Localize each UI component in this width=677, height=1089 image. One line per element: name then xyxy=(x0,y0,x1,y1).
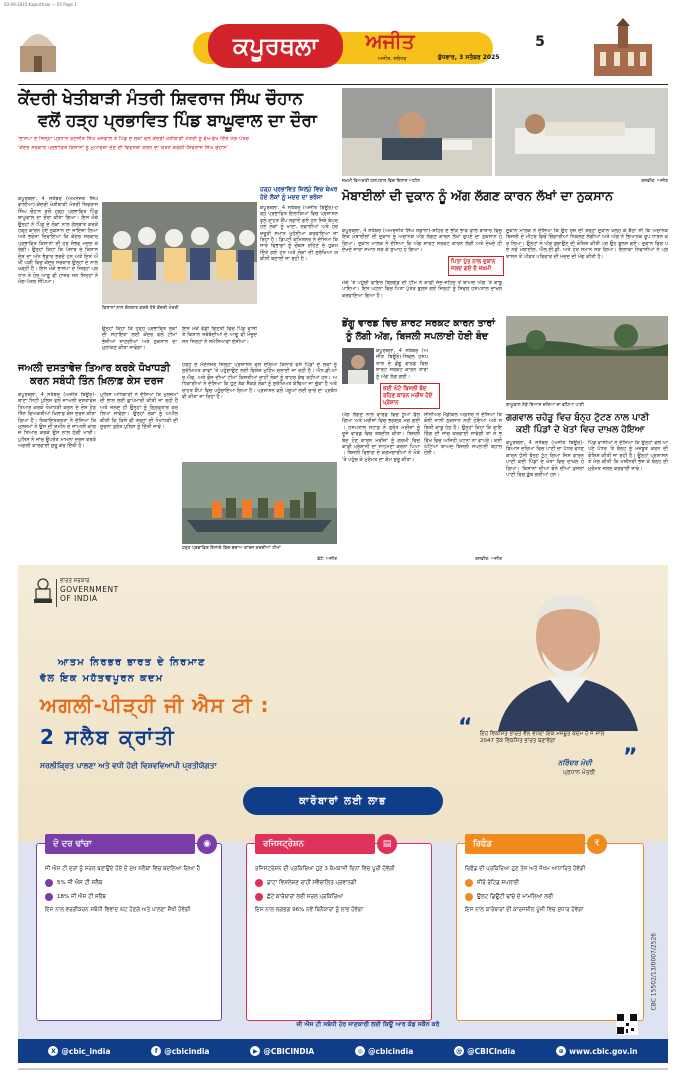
bottom-rule xyxy=(18,1068,668,1070)
lead-sidebar xyxy=(260,186,338,355)
flood-photo-caption: ਬਾਘੂਵਾਲ ਨੇੜੇ ਬਿਆਸ ਦਰਿਆ ਦਾ ਵਧਿਆ ਪਾਣੀ xyxy=(506,403,584,408)
fire-text-col-1: ਕਪੂਰਥਲਾ, 4 ਸਤੰਬਰ (ਅਮਰਜੀਤ ਸਿੰਘ ਸਡਾਨਾ)-ਸ਼ਹਿਰ ਦੇ ਭੀੜ ਭਾੜ ਵਾਲੇ ਬਾਜ਼ਾਰ ਵਿਚ ਇਕ ਮੋਬਾਈਲਾਂ ਦੀ ਦੁਕਾਨ ਨੂੰ ਅਚਾਨਕ ਅੱਗ ਲੱਗਣ ਕਾਰਨ ਲੱਖਾਂ ਰੁਪਏ ਦਾ ਨੁਕਸਾਨ ਹੋ ਗਿਆ। ਦੁਕਾਨ ਮਾਲਕ ਨੇ ਦੱਸਿਆ ਕਿ ਅੱਗ ਸ਼ਾਰਟ ਸਰਕਟ ਕਾਰਨ ਲੱਗੀ ਅਤੇ ਦੇਖਦੇ ਹੀ ਦੇਖਦੇ ਸਾਰਾ ਸਮਾਨ ਸੜ ਕੇ ਸੁਆਹ ਹੋ ਗਿਆ। xyxy=(342,228,502,254)
masthead-rule xyxy=(18,84,668,85)
fire-text-col-1b: ਮੌਕੇ 'ਤੇ ਪਹੁੰਚੀ ਫਾਇਰ ਬ੍ਰਿਗੇਡ ਦੀ ਟੀਮ ਨੇ ਕਾਫ਼ੀ ਜੱਦੋ-ਜਹਿਦ ਤੋਂ ਬਾਅਦ ਅੱਗ 'ਤੇ ਕਾਬੂ ਪਾਇਆ। ਇਸ ਘਟਨਾ ਵਿਚ ਪਿਤਾ ਪੁੱਤਰ ਝੁਲਸ ਗਏ ਜਿਨ੍ਹਾਂ ਨੂੰ ਸਿਵਲ ਹਸਪਤਾਲ ਦਾਖ਼ਲ ਕਰਵਾਇਆ ਗਿਆ ਹੈ। xyxy=(342,280,502,299)
card-3-text: ਰਿਫੰਡ ਦੀ ਪ੍ਰਕਿਰਿਆ ਹੁਣ ਤੇਜ਼ ਅਤੇ ਜੋਖਮ ਆਧਾਰਿਤ ਹੋਵੇਗੀ xyxy=(465,866,586,872)
card-1-rate-icon: ◉ xyxy=(197,834,217,854)
benefits-title: ਕਾਰੋਬਾਰਾਂ ਲਈ ਲਾਭ xyxy=(299,795,387,807)
gov-line-3: OF INDIA xyxy=(60,594,98,603)
power-story xyxy=(342,318,502,343)
instagram-icon: ◎ xyxy=(355,1046,365,1056)
cbc-code: CBC 15502/13/0007/2526 xyxy=(650,932,658,1011)
card-3-text-2: ਇਸ ਨਾਲ ਕਾਰੋਬਾਰਾਂ ਦੀ ਕਾਰਜਸ਼ੀਲ ਪੂੰਜੀ ਵਿਚ ਸੁਧਾਰ ਹੋਵੇਗਾ xyxy=(465,907,584,913)
fire-pullquote: ਪਿਤਾ ਪੁੱਤ ਨਾਲ ਦੁਕਾਨ ਜਲਦ ਗਏ ਦੋ ਜ਼ਖ਼ਮੀ xyxy=(451,259,496,272)
second-headline-1: ਜਅਲੀ ਦਸਤਾਵੇਜ਼ ਤਿਆਰ ਕਰਕੇ ਧੋਖਾਧੜੀ xyxy=(18,363,171,374)
lead-kicker-2: 'ਕੇਂਦਰ ਸਰਕਾਰ ਪ੍ਰਭਾਵਿਤ ਕਿਸਾਨਾਂ ਨੂੰ ਮੁਆਵਜ਼ਾ ਦੇਣ ਦੀ ਵਿਵਸਥਾ ਕਰਨ ਦਾ ਯਤਨ ਕਰੇਗੀ-ਸ਼ਿਵਰਾਜ ਸਿੰਘ ਚੌਹਾਨ' xyxy=(18,145,229,151)
power-text-col-2: ਸੀਨੀਅਰ ਮੈਡੀਕਲ ਅਫ਼ਸਰ ਨੇ ਦੱਸਿਆ ਕਿ ਕੋਈ ਜਾਨੀ ਨੁਕਸਾਨ ਨਹੀਂ ਹੋਇਆ ਅਤੇ ਸਥਿਤੀ ਕਾਬੂ ਹੇਠ ਹੈ। ਉਨ੍ਹਾਂ ਕਿਹਾ ਕਿ ਵਾਇਰਿੰਗ ਦੀ ਜਾਂਚ ਕਰਵਾਈ ਜਾਵੇਗੀ ਤਾਂ ਜੋ ਭਵਿੱਖ ਵਿਚ ਅਜਿਹੀ ਘਟਨਾ ਨਾ ਵਾਪਰੇ। ਕਈ ਘੰਟਿਆਂ ਬਾਅਦ ਬਿਜਲੀ ਸਪਲਾਈ ਬਹਾਲ ਹੋਈ। xyxy=(424,412,502,457)
rescue-photo-caption: ਹੜ੍ਹ ਪ੍ਰਭਾਵਿਤ ਇਲਾਕੇ ਵਿਚ ਬਚਾਅ ਕਾਰਜ ਕਰਦੀਆਂ ਟੀਮਾਂ xyxy=(182,546,281,551)
gov-line-1: ਭਾਰਤ ਸਰਕਾਰ xyxy=(60,578,90,584)
card-1-bullet-2: 18% ਜੀ ਐਸ ਟੀ ਸਲੈਬ xyxy=(45,893,215,901)
emblem-divider xyxy=(56,579,57,607)
lead-kicker-1: 'ਭਾਜਪਾ ਦੇ ਜ਼ਿਲ੍ਹਾ ਪ੍ਰਧਾਨ ਰਣਜੀਤ ਸਿੰਘ ਖੋਜੇਵਾਲ ਤੇ ਪਿੰਡ ਦੇ ਲੋਕਾਂ ਵਲੋਂ ਕੇਂਦਰੀ ਖੇਤੀਬਾੜੀ ਮੰਤਰੀ ਨੂੰ ਵੱਖ-ਵੱਖ ਦਿੱਤੇ ਮੰਗ-ਪੱਤਰ xyxy=(18,136,249,142)
hospital-photo-1 xyxy=(342,88,492,176)
second-story xyxy=(18,362,178,388)
card-2-bullet-2: ਛੋਟੇ ਕਾਰੋਬਾਰਾਂ ਲਈ ਸਰਲ ਪ੍ਰਕਿਰਿਆ xyxy=(255,893,425,901)
masthead xyxy=(18,14,668,82)
date-line: ਬੁੱਧਵਾਰ, 3 ਸਤੰਬਰ 2025 xyxy=(438,54,500,61)
city-name: ਕਪੂਰਥਲਾ xyxy=(232,32,319,60)
card-1-text: ਜੀ ਐਸ ਟੀ ਦਰਾਂ ਨੂੰ ਸਰਲ ਬਣਾਉਂਦੇ ਹੋਏ ਦੋ ਮੁੱਖ ਸਲੈਬਾਂ ਵਿਚ ਬਦਲਿਆ ਗਿਆ ਹੈ xyxy=(45,866,201,872)
power-pullquote-box xyxy=(380,383,440,409)
print-slug: 03-09-2025 Kapurthala — 05 Page 1 xyxy=(4,2,77,7)
ad-subtitle: ਸਰਲੀਕ੍ਰਿਤ ਪਾਲਣਾ ਅਤੇ ਵਧੀ ਹੋਈ ਵਿਸ਼ਵਵਿਆਪੀ ਪ੍ਰਤੀਯੋਗਤਾ xyxy=(40,761,217,770)
rescue-photo-credit: ਫੋਟੋ: ਅਜੀਤ xyxy=(317,557,337,562)
ad-title-2: 2 ਸਲੈਬ ਕ੍ਰਾਂਤੀ xyxy=(40,725,176,749)
qr-code-icon xyxy=(616,1013,638,1035)
threads-icon: @ xyxy=(456,1047,463,1055)
social-facebook[interactable]: f @cbicindia xyxy=(151,1046,209,1056)
lead-photo-caption: ਕਿਸਾਨਾਂ ਨਾਲ ਗੱਲਬਾਤ ਕਰਦੇ ਹੋਏ ਕੇਂਦਰੀ ਮੰਤਰੀ xyxy=(102,306,179,311)
second-text-col-2: ਪੁਲਿਸ ਅਧਿਕਾਰੀ ਨੇ ਦੱਸਿਆ ਕਿ ਮੁਲਜ਼ਮਾਂ ਦੀ ਭਾਲ ਲਈ ਛਾਪੇਮਾਰੀ ਕੀਤੀ ਜਾ ਰਹੀ ਹੈ ਅਤੇ ਜਲਦ ਹੀ ਉਨ੍ਹਾਂ ਨੂੰ ਗ੍ਰਿਫ਼ਤਾਰ ਕਰ ਲਿਆ ਜਾਵੇਗਾ। ਉਨ੍ਹਾਂ ਲੋਕਾਂ ਨੂੰ ਅਪੀਲ ਕੀਤੀ ਕਿ ਕਿਸੇ ਵੀ ਤਰ੍ਹਾਂ ਦੀ ਧੋਖਾਧੜੀ ਦੀ ਸੂਚਨਾ ਤੁਰੰਤ ਪੁਲਿਸ ਨੂੰ ਦਿੱਤੀ ਜਾਵੇ। xyxy=(100,392,178,431)
card-1-text-2: ਇਸ ਨਾਲ ਵਰਗੀਕਰਨ ਸਬੰਧੀ ਵਿਵਾਦ ਘੱਟ ਹੋਣਗੇ ਅਤੇ ਪਾਲਣਾ ਸੌਖੀ ਹੋਵੇਗੀ xyxy=(45,907,191,913)
power-pullquote: ਕਈ ਘੰਟੇ ਬਿਜਲੀ ਬੰਦ ਰਹਿਣ ਕਾਰਨ ਮਰੀਜ਼ ਹੋਏ ਪ੍ਰੇਸ਼ਾਨ xyxy=(383,386,433,406)
card-2-text: ਰਜਿਸਟ੍ਰੇਸ਼ਨ ਦੀ ਪ੍ਰਕਿਰਿਆ ਹੁਣ 3 ਕੰਮਕਾਜੀ ਦਿਨਾਂ ਵਿਚ ਪੂਰੀ ਹੋਵੇਗੀ xyxy=(255,866,395,872)
lead-text-col-1: ਕਪੂਰਥਲਾ, 4 ਸਤੰਬਰ (ਅਮਨਜੋਤ ਸਿੰਘ ਵਾਲੀਆ)-ਕੇਂਦਰੀ ਖੇਤੀਬਾੜੀ ਮੰਤਰੀ ਸ਼ਿਵਰਾਜ ਸਿੰਘ ਚੌਹਾਨ ਵਲੋਂ ਹੜ੍ਹ ਪ੍ਰਭਾਵਿਤ ਪਿੰਡ ਬਾਘੂਵਾਲ ਦਾ ਦੌਰਾ ਕੀਤਾ ਗਿਆ। ਇਸ ਮੌਕੇ ਉਨ੍ਹਾਂ ਨੇ ਪਿੰਡ ਦੇ ਲੋਕਾਂ ਨਾਲ ਗੱਲਬਾਤ ਕਰਕੇ ਹੜ੍ਹ ਕਾਰਨ ਹੋਏ ਨੁਕਸਾਨ ਦਾ ਜਾਇਜ਼ਾ ਲਿਆ ਅਤੇ ਭਰੋਸਾ ਦਿਵਾਇਆ ਕਿ ਕੇਂਦਰ ਸਰਕਾਰ ਪ੍ਰਭਾਵਿਤ ਕਿਸਾਨਾਂ ਦੀ ਹਰ ਸੰਭਵ ਮਦਦ ਕਰੇਗੀ। ਉਨ੍ਹਾਂ ਕਿਹਾ ਕਿ ਪੰਜਾਬ ਦੇ ਕਿਸਾਨ ਦੇਸ਼ ਦਾ ਅੰਨ ਭੰਡਾਰ ਭਰਦੇ ਹਨ ਅਤੇ ਇਸ ਔਖੀ ਘੜੀ ਵਿਚ ਕੇਂਦਰ ਸਰਕਾਰ ਉਨ੍ਹਾਂ ਦੇ ਨਾਲ ਖੜ੍ਹੀ ਹੈ। ਇਸ ਮੌਕੇ ਭਾਜਪਾ ਦੇ ਜ਼ਿਲ੍ਹਾ ਪ੍ਰਧਾਨ ਤੇ ਹੋਰ ਆਗੂ ਵੀ ਹਾਜ਼ਰ ਸਨ ਜਿਨ੍ਹਾਂ ਨੇ ਮੰਗ-ਪੱਤਰ ਸੌਂਪਿਆ। xyxy=(18,196,98,286)
top-photo-caption: ਜ਼ਖ਼ਮੀ ਵਿਅਕਤੀ ਹਸਪਤਾਲ ਵਿਚ ਇਲਾਜ ਅਧੀਨ xyxy=(342,179,420,184)
top-photo-credit: ਤਸਵੀਰ: ਅਜੀਤ xyxy=(641,179,668,184)
paper-name: ਅਜੀਤ xyxy=(365,29,415,53)
card-2-text-2: ਇਸ ਨਾਲ ਲਗਭਗ 96% ਨਵੇਂ ਬਿਨੈਕਾਰਾਂ ਨੂੰ ਲਾਭ ਹੋਵੇਗਾ xyxy=(255,907,364,913)
ad-title-1: ਅਗਲੀ-ਪੀੜ੍ਹੀ ਜੀ ਐਸ ਟੀ : xyxy=(40,693,270,717)
ad-tagline-2: ਵੱਲ ਇਕ ਮਹੱਤਵਪੂਰਨ ਕਦਮ xyxy=(40,673,164,684)
lead-text-col-2b: ਇਸ ਮੌਕੇ ਵੱਡੀ ਗਿਣਤੀ ਵਿਚ ਪਿੰਡ ਵਾਸੀ ਤੇ ਕਿਸਾਨ ਜਥੇਬੰਦੀਆਂ ਦੇ ਆਗੂ ਵੀ ਮੌਜੂਦ ਸਨ ਜਿਨ੍ਹਾਂ ਨੇ ਸਮੱਸਿਆਵਾਂ ਦੱਸੀਆਂ। xyxy=(182,326,257,345)
flood-headline-1: ਗਗਵਾਲ ਚਹੇੜੂ ਵਿਚ ਬੰਨ੍ਹ ਟੁੱਟਣ ਨਾਲ ਪਾਣੀ xyxy=(506,413,650,423)
ad-designation: ਪ੍ਰਧਾਨ ਮੰਤਰੀ xyxy=(563,769,596,776)
x-icon: X xyxy=(48,1046,58,1056)
flood-text-col-2: ਪਿੰਡ ਵਾਸੀਆਂ ਨੇ ਦੱਸਿਆ ਕਿ ਉਨ੍ਹਾਂ ਵਲੋਂ ਆਪਣੇ ਪੱਧਰ 'ਤੇ ਬੰਨ੍ਹ ਨੂੰ ਮਜ਼ਬੂਤ ਕਰਨ ਦੀ ਕੋਸ਼ਿਸ਼ ਕੀਤੀ ਜਾ ਰਹੀ ਹੈ। ਉਨ੍ਹਾਂ ਪ੍ਰਸ਼ਾਸਨ ਤੋਂ ਮੰਗ ਕੀਤੀ ਕਿ ਮਸ਼ੀਨਰੀ ਭੇਜ ਕੇ ਬੰਨ੍ਹ ਦੀ ਮੁਰੰਮਤ ਜਲਦ ਕਰਵਾਈ ਜਾਵੇ। xyxy=(588,440,668,472)
benefits-title-pill xyxy=(243,787,443,815)
lead-story xyxy=(18,88,338,152)
gov-wordmark xyxy=(60,578,150,603)
lead-text-col-2a: ਉਨ੍ਹਾਂ ਕਿਹਾ ਕਿ ਹੜ੍ਹ ਪ੍ਰਭਾਵਿਤ ਲੋਕਾਂ ਦੀ ਸਹਾਇਤਾ ਲਈ ਕੇਂਦਰ ਵਲੋਂ ਟੀਮਾਂ ਭੇਜੀਆਂ ਜਾਣਗੀਆਂ ਅਤੇ ਨੁਕਸਾਨ ਦਾ ਮੁਲਾਂਕਣ ਕੀਤਾ ਜਾਵੇਗਾ। xyxy=(102,326,177,352)
social-threads[interactable]: @ @CBICIndia xyxy=(456,1046,516,1056)
card-2-tab: ਰਜਿਸਟ੍ਰੇਸ਼ਨ xyxy=(255,834,375,854)
flood-story xyxy=(506,412,668,436)
flood-photo xyxy=(506,316,668,400)
card-1-body xyxy=(45,866,215,914)
fire-text-col-2: ਦੁਕਾਨ ਮਾਲਕ ਨੇ ਦੱਸਿਆ ਕਿ ਉਹ ਰੋਜ਼ ਦੀ ਤਰ੍ਹਾਂ ਦੁਕਾਨ ਖੋਲ੍ਹ ਕੇ ਬੈਠਾ ਸੀ ਕਿ ਅਚਾਨਕ ਬਿਜਲੀ ਦੇ ਮੀਟਰ ਵਿਚੋਂ ਚਿੰਗਾਰੀਆਂ ਨਿਕਲਣ ਲੱਗੀਆਂ ਅਤੇ ਅੱਗ ਨੇ ਭਿਆਨਕ ਰੂਪ ਧਾਰਨ ਕਰ ਲਿਆ। ਉਨ੍ਹਾਂ ਨੇ ਅੱਗ ਬੁਝਾਉਣ ਦੀ ਕੋਸ਼ਿਸ਼ ਕੀਤੀ ਪਰ ਉਹ ਝੁਲਸ ਗਏ। ਦੁਕਾਨ ਵਿਚ ਪਏ ਨਵੇਂ ਮੋਬਾਈਲ, ਐਲ.ਈ.ਡੀ. ਅਤੇ ਹੋਰ ਸਮਾਨ ਸੜ ਗਿਆ। ਇਲਾਕਾ ਨਿਵਾਸੀਆਂ ਨੇ ਪ੍ਰਸ਼ਾਸਨ ਤੋਂ ਪੀੜਤ ਪਰਿਵਾਰ ਦੀ ਮਦਦ ਦੀ ਮੰਗ ਕੀਤੀ ਹੈ। xyxy=(506,228,668,260)
power-text-a: ਕਪੂਰਥਲਾ, 4 ਸਤੰਬਰ (ਅਜੀਤ ਬਿਊਰੋ)-ਸਿਵਲ ਹਸਪਤਾਲ ਦੇ ਡੇਂਗੂ ਵਾਰਡ ਵਿਚ ਸ਼ਾਰਟ ਸਰਕਟ ਕਾਰਨ ਤਾਰਾਂ ਨੂੰ ਅੱਗ ਲੱਗ ਗਈ। xyxy=(376,348,428,380)
sidebar-text: ਕਪੂਰਥਲਾ, 4 ਸਤੰਬਰ (ਅਜੀਤ ਬਿਊਰੋ)-ਹੜ੍ਹ ਪ੍ਰਭਾਵਿਤ ਇਲਾਕਿਆਂ ਵਿਚ ਪ੍ਰਸ਼ਾਸਨ ਵਲੋਂ ਰਾਹਤ ਕੈਂਪ ਲਗਾਏ ਗਏ ਹਨ ਜਿਥੇ ਬੇਘਰ ਹੋਏ ਲੋਕਾਂ ਨੂੰ ਖਾਣਾ, ਦਵਾਈਆਂ ਅਤੇ ਹੋਰ ਜ਼ਰੂਰੀ ਸਮਾਨ ਮੁਹੱਈਆ ਕਰਵਾਇਆ ਜਾ ਰਿਹਾ ਹੈ। ਡਿਪਟੀ ਕਮਿਸ਼ਨਰ ਨੇ ਦੱਸਿਆ ਕਿ ਸਾਰੇ ਵਿਭਾਗਾਂ ਨੂੰ ਚੌਕਸ ਰਹਿਣ ਦੇ ਹੁਕਮ ਦਿੱਤੇ ਗਏ ਹਨ ਅਤੇ ਲੋਕਾਂ ਦੀ ਸੁਰੱਖਿਆ ਯਕੀਨੀ ਬਣਾਈ ਜਾ ਰਹੀ ਹੈ। xyxy=(260,205,338,263)
cbc-code-wrap xyxy=(646,895,660,1015)
rescue-photo xyxy=(182,462,337,544)
youtube-icon: ▶ xyxy=(250,1046,260,1056)
card-1-tab: ਦੋ ਦਰ ਢਾਂਚਾ xyxy=(45,834,195,854)
ad-quote: ਇਹ ਵਿਕਸਿਤ ਭਾਰਤ ਵੱਲ ਵਧਦਾ ਇਕ ਮਜ਼ਬੂਤ ਕਦਮ ਹੈ ਜੋ ਸਾਲ 2047 ਤੱਕ ਵਿਕਸਿਤ ਭਾਰਤ ਬਣਾਵੇਗਾ xyxy=(480,731,605,744)
second-text-col-1: ਕਪੂਰਥਲਾ, 4 ਸਤੰਬਰ (ਅਜੀਤ ਬਿਊਰੋ)-ਥਾਣਾ ਸਿਟੀ ਪੁਲਿਸ ਵਲੋਂ ਜਾਅਲੀ ਦਸਤਾਵੇਜ਼ ਤਿਆਰ ਕਰਕੇ ਧੋਖਾਧੜੀ ਕਰਨ ਦੇ ਦੋਸ਼ ਹੇਠ ਤਿੰਨ ਵਿਅਕਤੀਆਂ ਖ਼ਿਲਾਫ਼ ਕੇਸ ਦਰਜ ਕੀਤਾ ਗਿਆ ਹੈ। ਸ਼ਿਕਾਇਤਕਰਤਾ ਨੇ ਦੱਸਿਆ ਕਿ ਮੁਲਜ਼ਮਾਂ ਨੇ ਉਸ ਦੀ ਜ਼ਮੀਨ ਦੇ ਜਾਅਲੀ ਕਾਗਜ਼ ਤਿਆਰ ਕਰਕੇ ਉਸ ਨਾਲ ਠੱਗੀ ਮਾਰੀ। ਪੁਲਿਸ ਨੇ ਜਾਂਚ ਉਪਰੰਤ ਮਾਮਲਾ ਦਰਜ ਕਰਕੇ ਅਗਲੀ ਕਾਰਵਾਈ ਸ਼ੁਰੂ ਕਰ ਦਿੱਤੀ ਹੈ। xyxy=(18,392,96,450)
city-name-box xyxy=(208,24,343,68)
lead-headline-2: ਵਲੋਂ ਹੜ੍ਹ ਪ੍ਰਭਾਵਿਤ ਪਿੰਡ ਬਾਘੂਵਾਲ ਦਾ ਦੌਰਾ xyxy=(38,111,317,131)
paper-name-box xyxy=(350,29,430,53)
power-text-col-1: ਅੱਗ ਲੱਗਣ ਨਾਲ ਵਾਰਡ ਵਿਚ ਧੂੰਆਂ ਫੈਲ ਗਿਆ ਅਤੇ ਮਰੀਜ਼ਾਂ ਵਿਚ ਭਗਦੜ ਮਚ ਗਈ। ਹਸਪਤਾਲ ਸਟਾਫ਼ ਨੇ ਤੁਰੰਤ ਮਰੀਜ਼ਾਂ ਨੂੰ ਦੂਜੇ ਵਾਰਡ ਵਿਚ ਤਬਦੀਲ ਕੀਤਾ। ਬਿਜਲੀ ਬੰਦ ਹੋਣ ਕਾਰਨ ਮਰੀਜ਼ਾਂ ਨੂੰ ਗਰਮੀ ਵਿਚ ਕਾਫ਼ੀ ਪ੍ਰੇਸ਼ਾਨੀ ਦਾ ਸਾਹਮਣਾ ਕਰਨਾ ਪਿਆ। ਬਿਜਲੀ ਵਿਭਾਗ ਦੇ ਕਰਮਚਾਰੀਆਂ ਨੇ ਮੌਕੇ 'ਤੇ ਪਹੁੰਚ ਕੇ ਮੁਰੰਮਤ ਦਾ ਕੰਮ ਸ਼ੁਰੂ ਕੀਤਾ। xyxy=(342,412,420,463)
globe-icon: ⊕ xyxy=(556,1046,566,1056)
hospital-photo-2 xyxy=(495,88,668,176)
gst-advertisement xyxy=(18,565,668,1063)
emblem-icon xyxy=(32,577,54,607)
card-1-bullet-1: 5% ਜੀ ਐਸ ਟੀ ਸਲੈਬ xyxy=(45,879,215,887)
facebook-icon: f xyxy=(151,1046,161,1056)
card-3-bullet-2: ਉਲਟ ਡਿਊਟੀ ਢਾਂਚੇ ਦੇ ਮਾਮਲਿਆਂ ਲਈ xyxy=(465,893,635,901)
quote-open-icon: “ xyxy=(458,715,473,740)
card-2-body xyxy=(255,866,425,914)
ad-tagline-1: ਆਤਮ ਨਿਰਭਰ ਭਾਰਤ ਦੇ ਨਿਰਮਾਣ xyxy=(58,657,206,668)
benefit-card-2 xyxy=(246,839,432,1021)
gov-line-2: GOVERNMENT xyxy=(60,585,119,594)
right-emblem-icon xyxy=(588,18,658,80)
power-credit: ਤਸਵੀਰ: ਅਜੀਤ xyxy=(475,557,502,562)
benefit-card-1 xyxy=(36,839,222,1021)
card-2-bullet-1: ਡਾਟਾ ਵਿਸ਼ਲੇਸ਼ਣ ਰਾਹੀਂ ਸਵੈਚਾਲਿਤ ਪ੍ਰਵਾਨਗੀ xyxy=(255,879,425,887)
sub-label: ਅਜੀਤ, ਜਲੰਧਰ xyxy=(378,56,407,62)
social-bar xyxy=(18,1039,668,1063)
quote-close-icon: ” xyxy=(623,745,638,770)
card-2-document-icon: ▤ xyxy=(377,834,397,854)
social-instagram[interactable]: ◎ @cbicindia xyxy=(355,1046,413,1056)
second-headline-2: ਕਰਨ ਸਬੰਧੀ ਤਿੰਨ ਖ਼ਿਲਾਫ਼ ਕੇਸ ਦਰਜ xyxy=(30,376,164,387)
lead-photo xyxy=(102,202,257,304)
fire-headline: ਮੋਬਾਈਲਾਂ ਦੀ ਦੁਕਾਨ ਨੂੰ ਅੱਗ ਲੱਗਣ ਕਾਰਨ ਲੱਖਾਂ ਦਾ ਨੁਕਸਾਨ xyxy=(342,188,613,203)
card-3-body xyxy=(465,866,635,914)
sidebar-headline: ਹੜ੍ਹ ਪ੍ਰਭਾਵਿਤ ਜ਼ਿਲ੍ਹੇ ਵਿਚ ਬੇਘਰ ਹੋਏ ਲੋਕਾਂ ਨੂੰ ਮਦਦ ਦਾ ਭਰੋਸਾ xyxy=(260,186,338,201)
social-x[interactable]: X @cbic_india xyxy=(48,1046,110,1056)
pm-portrait xyxy=(488,573,648,731)
flood-headline-2: ਕਈ ਪਿੰਡਾਂ ਦੇ ਖੇਤਾਂ ਵਿਚ ਦਾਖ਼ਲ ਹੋਇਆ xyxy=(516,425,645,435)
benefit-card-3 xyxy=(456,839,644,1021)
social-website[interactable]: ⊕ www.cbic.gov.in xyxy=(556,1046,637,1056)
social-youtube[interactable]: ▶ @CBICINDIA xyxy=(250,1046,314,1056)
ad-footer-note: ਜੀ ਐਸ ਟੀ ਸਬੰਧੀ ਹੋਰ ਜਾਣਕਾਰੀ ਲਈ ਕਿਊ ਆਰ ਕੋਡ ਸਕੈਨ ਕਰੋ xyxy=(296,1021,440,1028)
fire-pullquote-box xyxy=(448,256,504,276)
page-number: 5 xyxy=(535,34,545,50)
power-thumb-photo xyxy=(342,348,374,384)
flood-text-col-1: ਕਪੂਰਥਲਾ, 4 ਸਤੰਬਰ (ਅਜੀਤ ਬਿਊਰੋ)-ਬਿਆਸ ਦਰਿਆ ਵਿਚ ਪਾਣੀ ਦਾ ਪੱਧਰ ਵਧਣ ਕਾਰਨ ਧੁੱਸੀ ਬੰਨ੍ਹ ਟੁੱਟ ਗਿਆ ਜਿਸ ਕਾਰਨ ਪਾਣੀ ਕਈ ਪਿੰਡਾਂ ਦੇ ਖੇਤਾਂ ਵਿਚ ਦਾਖ਼ਲ ਹੋ ਗਿਆ। ਕਿਸਾਨਾਂ ਦੀਆਂ ਝੋਨੇ ਦੀਆਂ ਫ਼ਸਲਾਂ ਪਾਣੀ ਵਿਚ ਡੁੱਬ ਗਈਆਂ ਹਨ। xyxy=(506,440,584,479)
power-headline-1: ਡੇਂਗੂ ਵਾਰਡ ਵਿਚ ਸ਼ਾਰਟ ਸਰਕਟ ਕਾਰਨ ਤਾਰਾਂ xyxy=(342,318,495,329)
card-3-bullet-1: ਜ਼ੀਰੋ ਰੇਟਿਡ ਸਪਲਾਈ xyxy=(465,879,635,887)
center-text: ਹੜ੍ਹ ਦੇ ਮੱਦੇਨਜ਼ਰ ਜ਼ਿਲ੍ਹਾ ਪ੍ਰਸ਼ਾਸਨ ਵਲੋਂ ਦਰਿਆ ਕਿਨਾਰੇ ਵਸੇ ਪਿੰਡਾਂ ਦੇ ਲੋਕਾਂ ਨੂੰ ਸੁਰੱਖਿਅਤ ਥਾਵਾਂ 'ਤੇ ਪਹੁੰਚਾਉਣ ਲਈ ਵਿਸ਼ੇਸ਼ ਮੁਹਿੰਮ ਚਲਾਈ ਜਾ ਰਹੀ ਹੈ। ਐਨ.ਡੀ.ਆਰ.ਐਫ. ਅਤੇ ਫ਼ੌਜ ਦੀਆਂ ਟੀਮਾਂ ਕਿਸ਼ਤੀਆਂ ਰਾਹੀਂ ਲੋਕਾਂ ਨੂੰ ਬਾਹਰ ਕੱਢ ਰਹੀਆਂ ਹਨ। ਅਧਿਕਾਰੀਆਂ ਨੇ ਦੱਸਿਆ ਕਿ ਹੁਣ ਤੱਕ ਸੈਂਕੜੇ ਲੋਕਾਂ ਨੂੰ ਸੁਰੱਖਿਅਤ ਕੱਢਿਆ ਜਾ ਚੁੱਕਾ ਹੈ ਅਤੇ ਰਾਹਤ ਕੈਂਪਾਂ ਵਿਚ ਪਹੁੰਚਾਇਆ ਗਿਆ ਹੈ। ਪ੍ਰਸ਼ਾਸਨ ਵਲੋਂ ਪਸ਼ੂਆਂ ਲਈ ਚਾਰੇ ਦਾ ਪ੍ਰਬੰਧ ਵੀ ਕੀਤਾ ਜਾ ਰਿਹਾ ਹੈ। xyxy=(182,362,337,401)
card-3-tab: ਰਿਫੰਡ xyxy=(465,834,585,854)
power-headline-2: ਨੂੰ ਲੱਗੀ ਅੱਗ, ਬਿਜਲੀ ਸਪਲਾਈ ਹੋਈ ਬੰਦ xyxy=(346,330,489,342)
card-3-rupee-icon: ₹ xyxy=(587,834,607,854)
left-emblem-icon xyxy=(18,16,58,76)
lead-headline-1: ਕੇਂਦਰੀ ਖੇਤੀਬਾੜੀ ਮੰਤਰੀ ਸ਼ਿਵਰਾਜ ਸਿੰਘ ਚੌਹਾਨ xyxy=(18,89,304,109)
ad-signature: ਨਰਿੰਦਰ ਮੋਦੀ xyxy=(558,759,592,767)
